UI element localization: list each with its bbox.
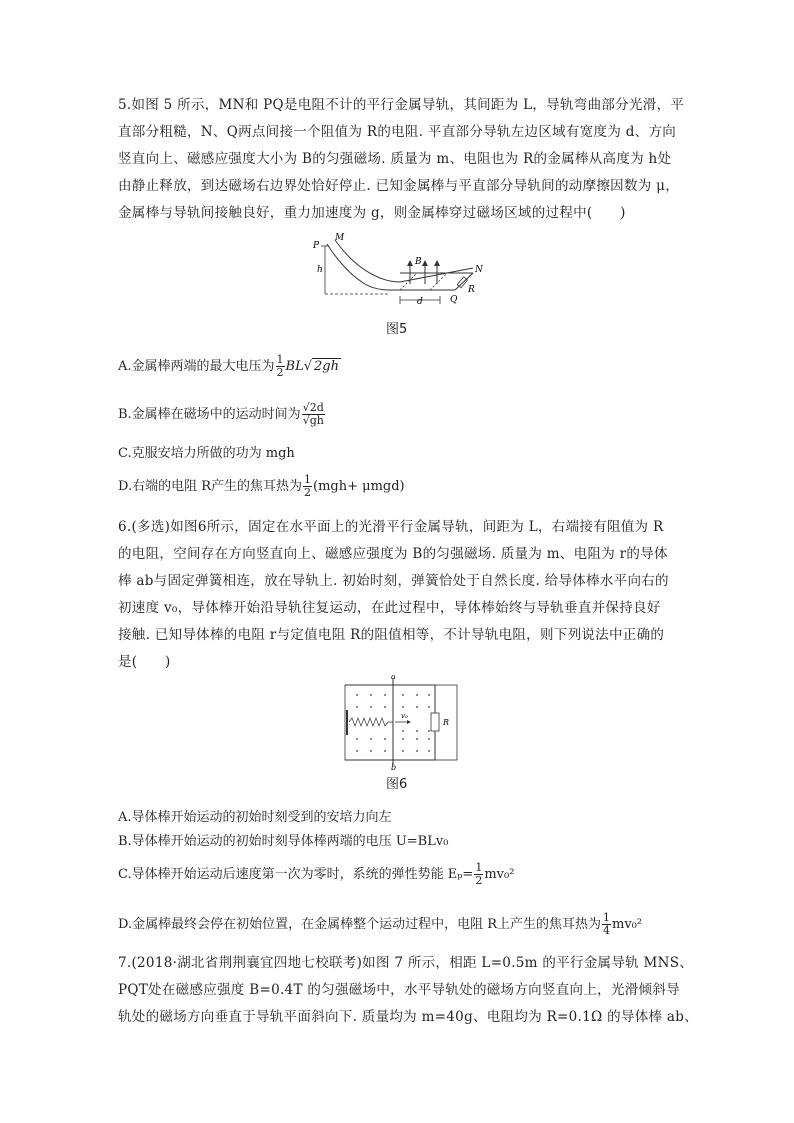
text-line: PQT处在磁感应强度 B=0.4T 的匀强磁场中，水平导轨处的磁场方向竖直向上，光滑倾斜导 bbox=[118, 982, 680, 998]
text-line: 接触. 已知导体棒的电阻 r与定值电阻 R的阻值相等，不计导轨电阻，则下列说法中正确的 bbox=[118, 627, 665, 643]
label-P: P bbox=[313, 241, 320, 251]
text-line: 由静止释放，到达磁场右边界处恰好停止. 已知金属棒与平直部分导轨间的动摩擦因数为 μ， bbox=[118, 178, 680, 194]
label-h: h bbox=[317, 265, 323, 275]
fraction bbox=[302, 402, 325, 427]
text-line: 7.(2018·湖北省荆荆襄宜四地七校联考)如图 7 所示，相距 L=0.5m 的平行金属导轨 MNS、 bbox=[118, 955, 694, 971]
label-R: R bbox=[468, 285, 475, 295]
text-line: 棒 ab与固定弹簧相连，放在导轨上. 初始时刻，弹簧恰处于自然长度. 给导体棒水平向右的 bbox=[118, 573, 669, 589]
label-M: M bbox=[335, 233, 345, 243]
fraction-denominator: 2 bbox=[276, 366, 284, 379]
question-6-option-c bbox=[118, 862, 514, 887]
label-N: N bbox=[475, 265, 483, 275]
question-5-option-c: C.克服安培力所做的功为 mgh bbox=[118, 446, 295, 461]
label-R: R bbox=[443, 718, 450, 727]
option-d-text: D.金属棒最终会停在初始位置，在金属棒整个运动过程中，电阻 R上产生的焦耳热为 bbox=[118, 917, 602, 932]
question-5-option-b bbox=[118, 402, 326, 427]
fraction-numerator: 1 bbox=[304, 473, 312, 486]
question-5-text bbox=[118, 92, 685, 227]
text-line: 6.(多选)如图6所示，固定在水平面上的光滑平行金属导轨，间距为 L，右端接有阻值为 R bbox=[118, 519, 664, 535]
label-a: a bbox=[391, 675, 396, 681]
label-Q: Q bbox=[450, 295, 458, 305]
text-line: 竖直向上、磁感应强度大小为 B的匀强磁场. 质量为 m、电阻也为 R的金属棒从高度为 h处 bbox=[118, 151, 672, 167]
label-d: d bbox=[417, 297, 423, 307]
option-c-suffix: mv₀² bbox=[484, 867, 515, 882]
figure-5-caption: 图5 bbox=[386, 322, 408, 337]
option-b-text: B.金属棒在磁场中的运动时间为 bbox=[118, 407, 301, 422]
option-c-text: C.导体棒开始运动后速度第一次为零时，系统的弹性势能 Eₚ= bbox=[118, 867, 474, 882]
text-line: 的电阻，空间存在方向竖直向上、磁感应强度为 B的匀强磁场. 质量为 m、电阻为 r的导体 bbox=[118, 546, 668, 562]
question-5-option-d bbox=[118, 474, 405, 499]
sqrt-content: 2gh bbox=[314, 359, 339, 374]
label-B: B bbox=[415, 257, 422, 267]
label-v0: v₀ bbox=[401, 712, 408, 720]
fraction-denominator: √gh bbox=[302, 414, 324, 427]
text-line: 5.如图 5 所示，MN和 PQ是电阻不计的平行金属导轨，其间距为 L，导轨弯曲部分光滑，平 bbox=[118, 97, 685, 113]
option-d-suffix: (mgh+ μmgd) bbox=[313, 479, 405, 494]
option-d-text: D.右端的电阻 R产生的焦耳热为 bbox=[118, 479, 303, 494]
fraction bbox=[303, 474, 312, 499]
question-7-text bbox=[118, 950, 699, 1031]
fraction bbox=[474, 862, 483, 887]
option-d-suffix: mv₀² bbox=[612, 917, 643, 932]
fraction bbox=[276, 354, 285, 379]
question-6-option-a: A.导体棒开始运动的初始时刻受到的安培力向左 bbox=[118, 810, 392, 825]
fraction bbox=[602, 912, 611, 937]
question-6-text bbox=[118, 514, 678, 676]
figure-5-diagram bbox=[305, 232, 495, 312]
text-line: 轨处的磁场方向垂直于导轨平面斜向下. 质量均为 m=40g、电阻均为 R=0.1Ω 的导体棒 ab、 bbox=[118, 1009, 699, 1025]
figure-6-diagram bbox=[335, 675, 465, 770]
fraction-denominator: 2 bbox=[475, 874, 483, 887]
figure-6-caption: 图6 bbox=[386, 777, 408, 792]
fraction-numerator: 1 bbox=[603, 911, 611, 924]
question-6-option-d bbox=[118, 912, 642, 937]
text-line: 直部分粗糙，N、Q两点间接一个阻值为 R的电阻. 平直部分导轨左边区域有宽度为 d、方向 bbox=[118, 124, 677, 140]
text-line: 初速度 v₀，导体棒开始沿导轨往复运动，在此过程中，导体棒始终与导轨垂直并保持良好 bbox=[118, 600, 661, 616]
option-a-text: A.金属棒两端的最大电压为 bbox=[118, 359, 275, 374]
question-6-option-b: B.导体棒开始运动的初始时刻导体棒两端的电压 U=BLv₀ bbox=[118, 834, 449, 849]
fraction-denominator: 4 bbox=[603, 924, 611, 937]
fraction-numerator: 1 bbox=[475, 861, 483, 874]
text-line: 金属棒与导轨间接触良好，重力加速度为 g，则金属棒穿过磁场区域的过程中( ) bbox=[118, 205, 626, 221]
fraction-numerator: √2d bbox=[302, 401, 324, 414]
fraction-numerator: 1 bbox=[276, 353, 284, 366]
text-line: 是( ) bbox=[118, 654, 171, 670]
option-a-variable: BL bbox=[285, 359, 304, 374]
label-b: b bbox=[391, 763, 397, 770]
fraction-denominator: 2 bbox=[304, 486, 312, 499]
question-5-option-a: A.金属棒两端的最大电压为 $\frac{1}{2}$ BL√ 2gh bbox=[118, 353, 339, 379]
